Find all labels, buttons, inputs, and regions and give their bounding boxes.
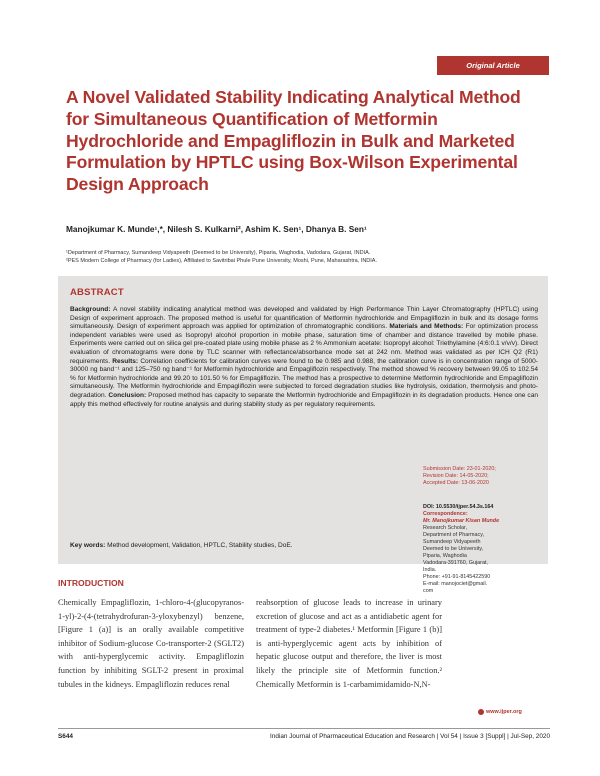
footer-divider [58, 728, 550, 729]
keywords-label: Key words: [70, 542, 106, 549]
journal-website[interactable]: www.ijper.org [486, 709, 522, 715]
corr-line: Piparia, Waghodia [423, 553, 467, 559]
doi[interactable]: DOI: 10.5530/ijper.54.3s.164 [423, 504, 494, 510]
introduction-heading: INTRODUCTION [58, 578, 124, 588]
corr-line: Department of Pharmacy, [423, 532, 485, 538]
accepted-date: Accepted Date: 13-06-2020 [423, 480, 489, 486]
keywords-text: Method development, Validation, HPTLC, Stability studies, DoE. [105, 542, 293, 549]
globe-icon [478, 709, 484, 715]
correspondent-name: Mr. Manojkumar Kisan Munde [423, 518, 500, 524]
author-list: Manojkumar K. Munde¹,*, Nilesh S. Kulkarni², Ashim K. Sen¹, Dhanya B. Sen¹ [66, 224, 367, 234]
intro-column-1: Chemically Empagliflozin, 1-chloro-4-(glucopyranos-1-yl)-2-(4-(tetrahydrofuran-3-yloxybenzyl) benzene, [Figure 1 (a)] is an orally available competitive inhibitor of Sodium-glucose Co-transporter-2 (SGLT2) with anti-hyperglycemic activity. Empagliflozin function by inhibiting SGLT-2 present in proximal tubules in the kidneys. Empagliflozin reduces renal [58, 598, 244, 689]
corr-line: Sumandeep Vidyapeeth [423, 539, 481, 545]
correspondence-block [423, 504, 563, 595]
abstract-body [70, 306, 538, 409]
corr-email-cont[interactable]: com [423, 588, 434, 594]
abstract-heading: ABSTRACT [70, 287, 124, 298]
article-dates [423, 466, 563, 487]
background-text: A novel stability indicating analytical method was developed and validated by High Performance Thin Layer Chromatography (HPTLC) using Design of experiment approach. The proposed method is useful for quantification of Metformin hydrochloride and Empagliflozin in bulk and its dosage forms simultaneously. Design of experiment approach was applied for optimization of chromatographic conditions. [70, 306, 538, 331]
materials-text: For optimization process independent variables were used as Isopropyl alcohol proportion in mobile phase, saturation time of chamber and distance travelled by mobile phase. Experiments were carried out on silica gel pre-coated plate using mobile phase as 2 % Ammonium acetate: Isopropyl alcohol: Triethylamine (4:6:0.1 v/v/v). Direct evaluation of chromatograms were done by TLC scanner with reflectance/absorbance mode set at 242 nm. Method was validated as per ICH Q2 (R1) requirements. [70, 323, 538, 365]
corr-phone: Phone: +91-91-8145422590 [423, 574, 491, 580]
affiliation-2: ²PES Modern College of Pharmacy (for Ladies), Affiliated to Savitribai Phule Pune University, Moshi, Pune, Maharashtra, INDIA. [66, 258, 377, 264]
corr-email[interactable]: E-mail: manojociet@gmail. [423, 581, 488, 587]
conclusion-label: Conclusion: [108, 391, 147, 399]
corr-line: Vadodara-391760, Gujarat, [423, 560, 488, 566]
page-number: S644 [58, 733, 73, 740]
corr-line: India. [423, 567, 437, 573]
correspondence-label: Correspondence: [423, 511, 468, 517]
intro-column-2: reabsorption of glucose leads to increase in urinary excretion of glucose and act as a antidiabetic agent for treatment of type-2 diabetes.¹ Metformin [Figure 1 (b)] is anti-hyperglycemic agent acts by inhibition of hepatic glucose output and therefore, the liver is most likely the principle site of Metformin function.² Chemically Metformin is 1-carbamimidamido-N,N- [256, 598, 442, 689]
conclusion-text: Proposed method has capacity to separate the Metformin hydrochloride and Empagliflozin in its degradation products. Hence one can apply this method effectively for routine analysis and during stability study as per regulatory requirements. [70, 391, 538, 408]
background-label: Background: [70, 306, 111, 313]
article-title: A Novel Validated Stability Indicating Analytical Method for Simultaneous Quantification of Metformin Hydrochloride and Empagliflozin in Bulk and Marketed Formulation by HPTLC using Box-Wilson Experimental Design Approach [66, 87, 521, 195]
article-type-badge: Original Article [437, 56, 549, 75]
corr-line: Research Scholar, [423, 525, 468, 531]
revision-date: Revision Date: 14-05-2020; [423, 473, 489, 479]
journal-citation: Indian Journal of Pharmaceutical Education and Research | Vol 54 | Issue 3 [Suppl] | Jul-Sep, 2020 [270, 733, 550, 740]
submission-date: Submission Date: 23-01-2020; [423, 466, 496, 472]
affiliation-1: ¹Department of Pharmacy, Sumandeep Vidyapeeth (Deemed to be University), Piparia, Waghodia, Vadodara, Gujarat, INDIA. [66, 250, 371, 256]
results-label: Results: [112, 357, 139, 365]
materials-label: Materials and Methods: [389, 323, 464, 331]
corr-line: Deemed to be University, [423, 546, 484, 552]
results-text: Correlation coefficients for calibration curves were found to be 0.985 and 0.988, the calibration curve is in concentration range of 5000-30000 ng band⁻¹ and 125–750 ng band⁻¹ for Metformin hydrochloride and Empagliflozin respectively. The method showed % recovery between 99.05 to 102.54 % for Metformin hydrochloride and 99.20 to 101.50 % for Empagliflozin. The method has a prospective to determine Metformin hydrochloride and Empagliflozin simultaneously. The Metformin hydrochloride and Empagliflozin were subjected to forced degradation studies like hydrolysis, oxidation, thermolysis and photo-degradation. [70, 357, 538, 399]
